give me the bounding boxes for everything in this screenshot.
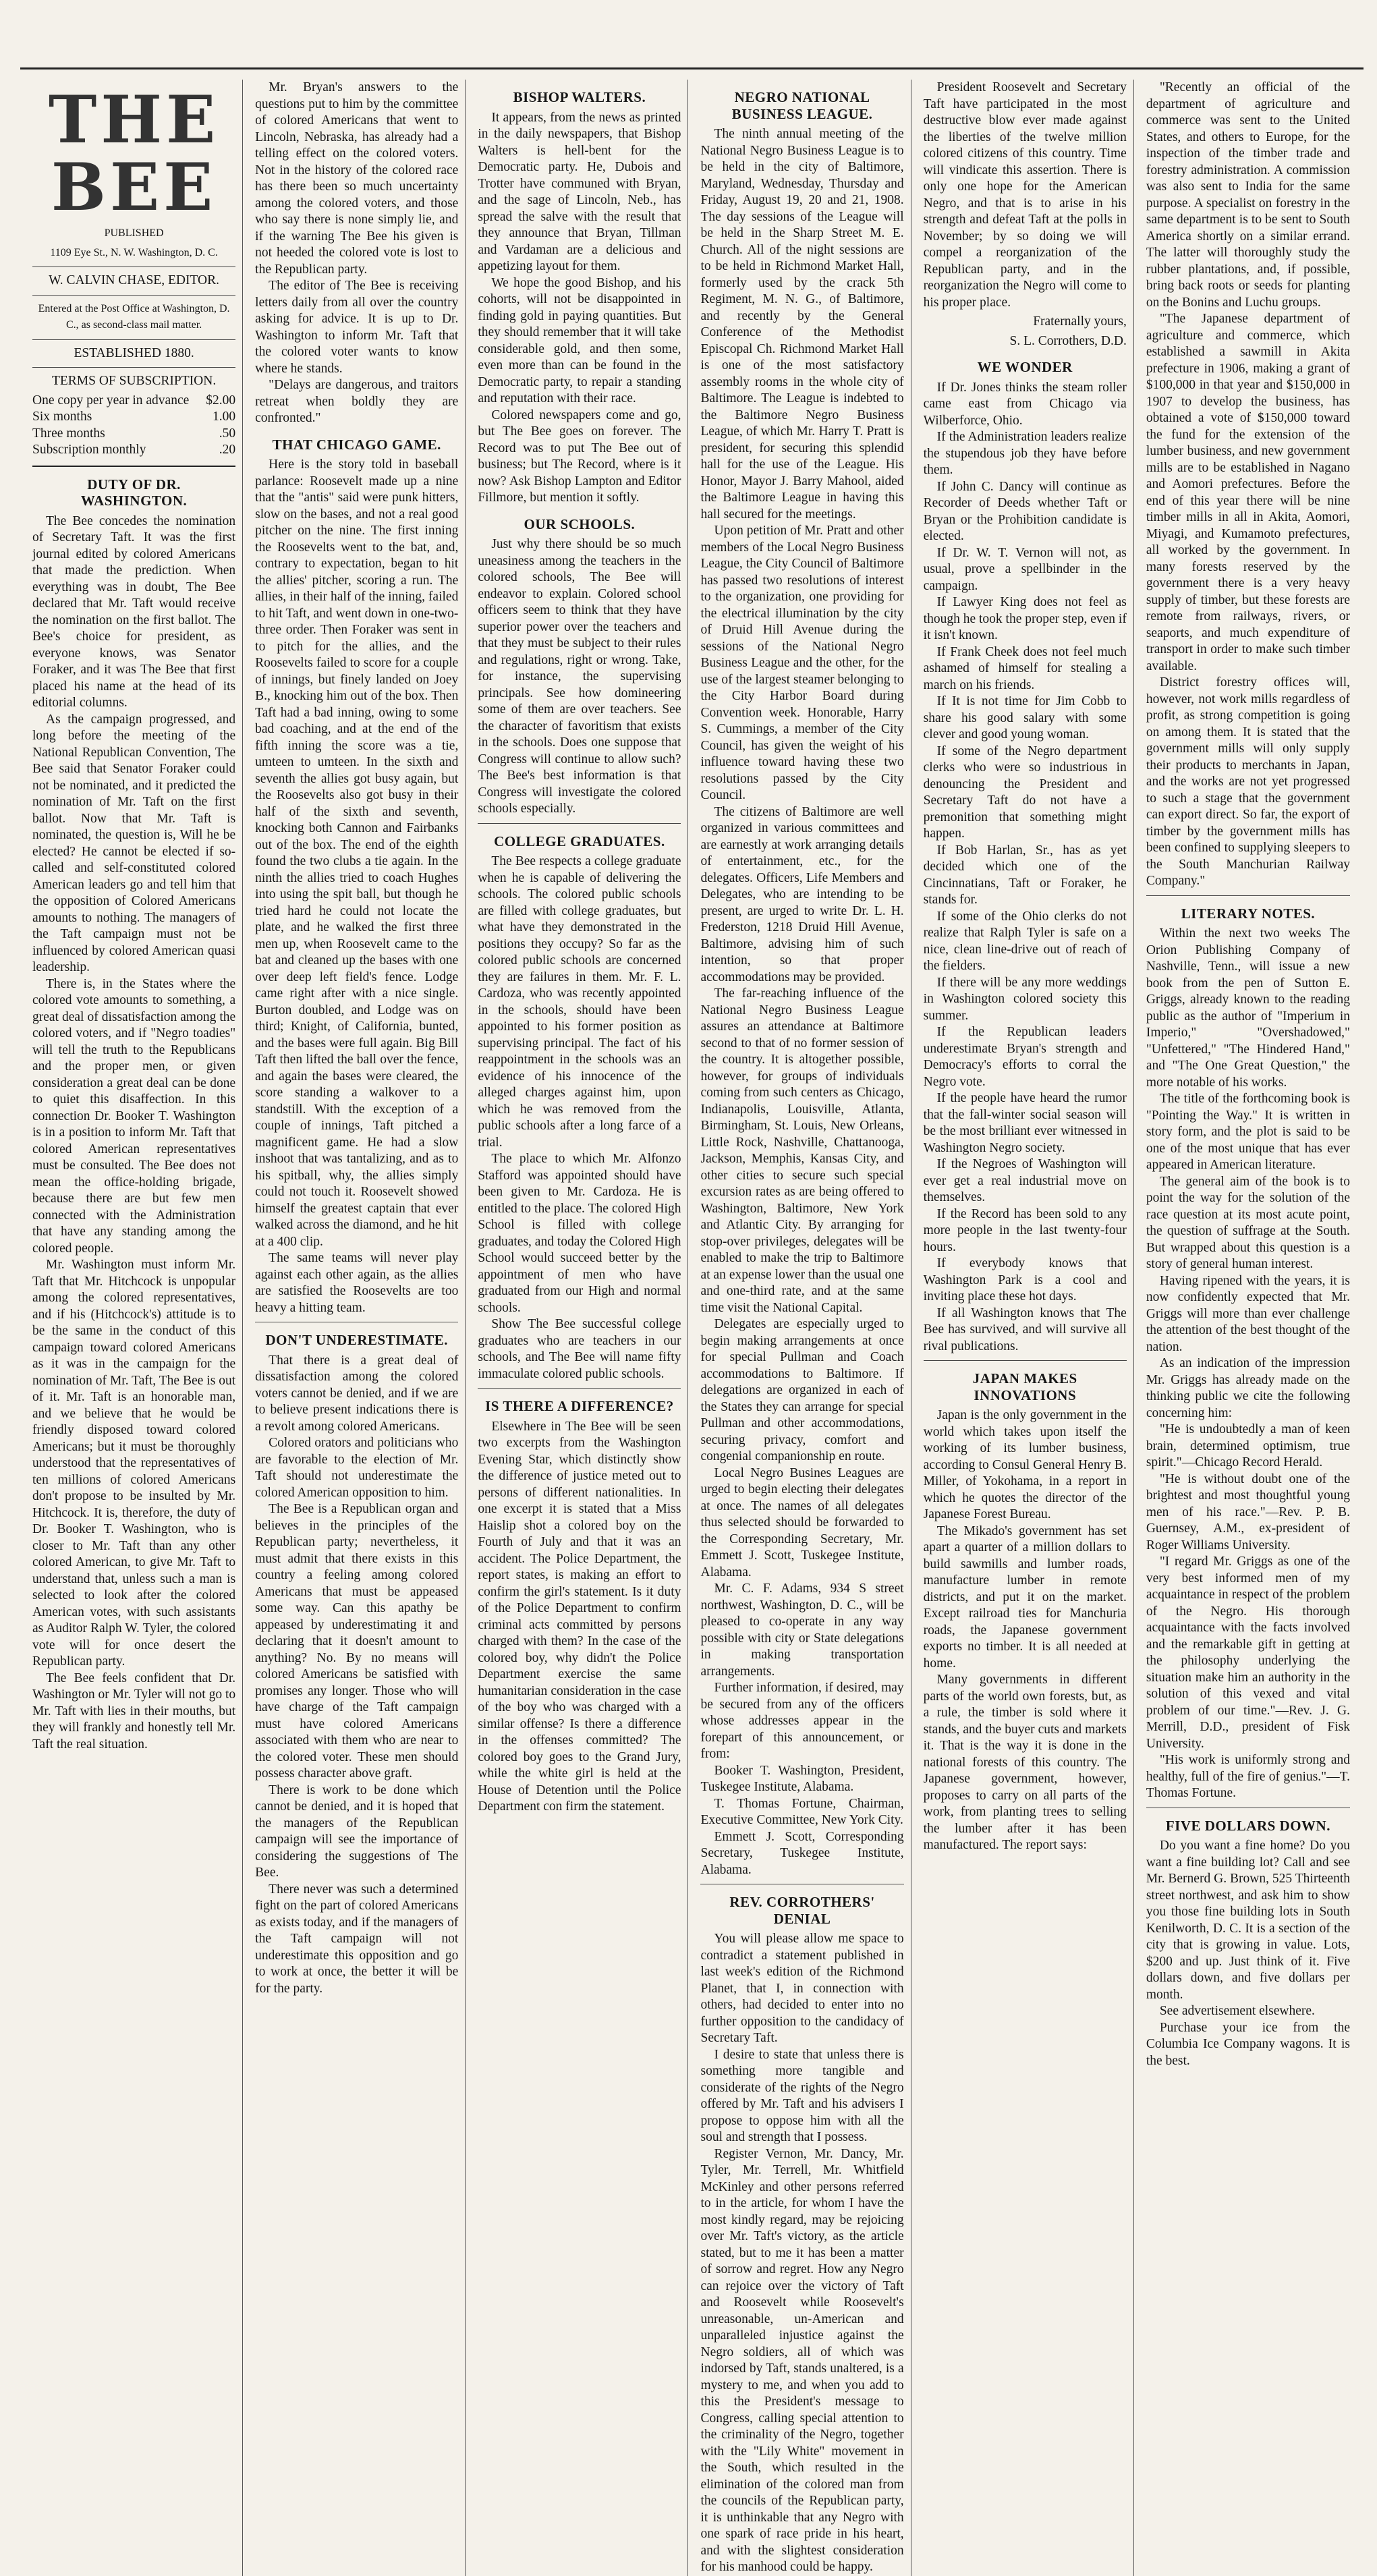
list-item: If Lawyer King does not feel as though he took the proper step, even if it isn't known. xyxy=(923,595,1127,642)
article-paragraph: The Bee concedes the nomination of Secretary Taft. It was the first journal edited by colored Americans that made the prediction. When everything was in doubt, The Bee declared that Mr. Taft would receive the nomination on the first ballot. The Bee's choice for president, as everyone knows, was Senator Foraker, and it was The Bee that first placed his name at the head of its editorial columns. xyxy=(32,513,236,710)
subscription-label: Three months xyxy=(32,426,105,441)
contact-entry: Emmett J. Scott, Corresponding Secretary, Tuskegee Institute, Alabama. xyxy=(700,1829,904,1877)
article-heading: FIVE DOLLARS DOWN. xyxy=(1165,1817,1330,1834)
article-paragraph: The far-reaching influence of the National Negro Business League assures an attendance at Baltimore second to that of no former session of the country. It is altogether possible, however, for groups of individuals coming from such centers as Chicago, Indianapolis, Louisville, Atlanta, Birmingham, St. Louis, New Orleans, Little Rock, Nashville, Chattanooga, Jackson, Memphis, Kansas City, and other cities to secure such special excursion rates as are being offered to Washington, Baltimore, New York and Atlantic City. By arranging for stop-over privileges, delegates will be enabled to make the trip to Baltimore at an expense lower than the usual one and one-third rate, and at the same time visit the National Capital. xyxy=(700,986,904,1315)
article-paragraph: President Roosevelt and Secretary Taft have participated in the most destructive blow ever made against the liberties of the twelve million colored citizens of this country. Time will vindicate this assertion. There is only one hope for the American Negro, and that is to arise in his strength and defeat Taft at the polls in November; by so doing we will compel a reorganization of the Republican party, and in the reorganization the Negro will come to his proper place. xyxy=(923,80,1127,310)
article-paragraph: Japan is the only government in the world which takes upon itself the working of its lumber business, according to Consul General Henry B. Miller, of Yokohama, in a report in which he quotes the director of the Japanese Forest Bureau. xyxy=(923,1408,1127,1521)
column-2 xyxy=(255,80,466,2576)
article-paragraph: Further information, if desired, may be secured from any of the officers whose addresses appear in the forepart of this announcement, or from: xyxy=(700,1681,904,1761)
article-paragraph: "He is without doubt one of the brightest and most thoughtful young men of his race."—Rev. P. B. Guernsey, A.M., ex-president of Roger Williams University. xyxy=(1146,1472,1350,1552)
article-paragraph: "He is undoubtedly a man of keen brain, determined optimism, true spirit."—Chicago Record Herald. xyxy=(1146,1422,1350,1469)
subscription-row xyxy=(32,393,235,410)
list-item: If the Republican leaders underestimate Bryan's strength and Democracy's efforts to corral the Negro vote. xyxy=(923,1025,1127,1089)
list-item: If the Negroes of Washington will ever get a real industrial move on themselves. xyxy=(923,1157,1127,1204)
article-paragraph: The Mikado's government has set apart a quarter of a million dollars to build sawmills and lumber roads, manufacture lumber in remote districts, and put it on the market. Except railroad ties for Manchuria roads, the Japanese government exports no timber. It is all needed at home. xyxy=(923,1523,1127,1671)
article-paragraph: Mr. C. F. Adams, 934 S street northwest, Washington, D. C., will be pleased to co-operate in any way possible with city or State delegations in making transportation arrangements. xyxy=(700,1581,904,1679)
article-paragraph: "His work is uniformly strong and healthy, full of the fire of genius."—T. Thomas Fortune. xyxy=(1146,1753,1350,1800)
article-paragraph: The Bee feels confident that Dr. Washington or Mr. Tyler will not go to Mr. Taft with lies in their mouths, but they will frankly and honestly tell Mr. Taft the real situation. xyxy=(32,1671,236,1752)
article-paragraph: There is work to be done which cannot be denied, and it is hoped that the managers of the Republican campaign will see the importance of considering the suggestions of The Bee. xyxy=(255,1783,459,1880)
article-paragraph: Local Negro Busines Leagues are urged to begin electing their delegates at once. The names of all delegates thus selected should be forwarded to the Corresponding Secretary, Mr. Emmett J. Scott, Tuskegee Institute, Alabama. xyxy=(700,1465,904,1579)
article-paragraph: Within the next two weeks The Orion Publishing Company of Nashville, Tenn., will issue a new book from the pen of Sutton E. Griggs, already known to the reading public as the author of "Imperium in Imperio," "Overshadowed," "Unfettered," "The Hindered Hand," and "The One Great Question," the more notable of his works. xyxy=(1146,926,1350,1090)
article-paragraph: The editor of The Bee is receiving letters daily from all over the country asking for advice. It is up to Dr. Washington to inform Mr. Taft that the colored voter wants to know where he stands. xyxy=(255,279,459,376)
column-4 xyxy=(700,80,911,2576)
subscription-row xyxy=(32,442,235,459)
subscription-heading: TERMS OF SUBSCRIPTION. xyxy=(51,374,217,388)
article-paragraph: The Bee respects a college graduate when he is capable of delivering the schools. The colored public schools are filled with college graduates, but what have they demonstrated in the positions they occupy? So far as the colored public schools are concerned they are failures in them. Mr. F. L. Cardoza, who was recently appointed in the schools, should have been appointed to his former position as supervising principal. The fact of his reappointment in the schools was an evidence of his innocence of the alleged charges against him, upon which he was removed from the public schools after a long farce of a trial. xyxy=(478,854,681,1150)
top-rule xyxy=(20,67,1364,69)
article-heading: COLLEGE GRADUATES. xyxy=(494,833,665,849)
list-item: If everybody knows that Washington Park is a cool and inviting place these hot days. xyxy=(923,1256,1127,1304)
article-paragraph: There is, in the States where the colored vote amounts to something, a great deal of dissatisfaction among the colored voters, and if "Negro toadies" will tell the truth to the Republicans and the proper men, or given consideration a great deal can be done to quiet this disaffection. In this connection Dr. Booker T. Washington is in a position to inform Mr. Taft that colored American representatives must be consulted. The Bee does not mean the office-holding brigade, because there are but few men connected with the Administration that have any standing among the colored people. xyxy=(32,976,236,1256)
article-paragraph: As an indication of the impression Mr. Griggs has already made on the thinking public we cite the following concerning him: xyxy=(1146,1356,1350,1420)
list-item: If all Washington knows that The Bee has survived, and will survive all rival publications. xyxy=(923,1306,1127,1353)
subscription-price: 1.00 xyxy=(213,410,236,424)
article-heading: LITERARY NOTES. xyxy=(1181,905,1316,922)
list-item: If Dr. Jones thinks the steam roller came east from Chicago via Wilberforce, Ohio. xyxy=(923,380,1127,428)
article-paragraph: "Delays are dangerous, and traitors retreat when boldly they are confronted." xyxy=(255,378,459,425)
editor-line: W. CALVIN CHASE, EDITOR. xyxy=(49,273,219,287)
list-item: If there will be any more weddings in Washington colored society this summer. xyxy=(923,975,1127,1023)
signature: S. L. Corrothers, D.D. xyxy=(1009,333,1127,348)
article-paragraph: Mr. Washington must inform Mr. Taft that Mr. Hitchcock is unpopular among the colored representatives, and if his (Hitchcock's) attitude is to be the same in the conduct of this campaign toward colored Americans as it was in the campaign for the nomination of Mr. Taft, The Bee is out of it. Mr. Taft is an honorable man, and we believe that he would be friendly disposed toward colored Americans; but it must be thoroughly understood that the representatives of ten millions of colored Americans don't propose to be insulted by Mr. Hitchcock. It is, therefore, the duty of Dr. Booker T. Washington, who is closer to Mr. Taft than any other colored American, to give Mr. Taft to understand that, unless such a man is selected to look after the colored American votes, with such assistants as Auditor Ralph W. Tyler, the colored vote will for once desert the Republican party. xyxy=(32,1258,236,1669)
article-heading: OUR SCHOOLS. xyxy=(524,515,636,532)
column-6 xyxy=(1146,80,1357,2576)
column-3 xyxy=(478,80,688,2576)
article-heading: DON'T UNDERESTIMATE. xyxy=(265,1332,449,1348)
article-paragraph: That there is a great deal of dissatisfaction among the colored voters cannot be denied, and if we are to believe present indications there is a revolt among colored Americans. xyxy=(255,1353,459,1434)
article-paragraph: There never was such a determined fight on the part of colored Americans as exists today, and if the managers of the Taft campaign will not underestimate this opposition and go to work at once, the better it will be for the party. xyxy=(255,1882,459,1996)
article-paragraph: The ninth annual meeting of the National Negro Business League is to be held in the city of Baltimore, Maryland, Wednesday, Thursday and Friday, August 19, 20 and 21, 1908. The day sessions of the League will be held in the Sharp Street M. E. Church. All of the night sessions are to be held in Richmond Market Hall, formerly used by the crack 5th Regiment, M. N. G., of Baltimore, and recently by the General Conference of the Methodist Episcopal Ch. Richmond Market Hall is one of the most satisfactory assembly rooms in the whole city of Baltimore. The League is indebted to the Baltimore Negro Business League, of which Mr. Harry T. Pratt is president, for securing this splendid hall for the use of the League. His Honor, Mayor J. Barry Mahool, aided the Baltimore League in having this hall secured for the meetings. xyxy=(700,127,904,522)
divider xyxy=(924,1360,1127,1361)
article-paragraph: It appears, from the news as printed in the daily newspapers, that Bishop Walters is hell-bent for the Democratic party. He, Dubois and Trotter have communed with Bryan, and the sage of Lincoln, Neb., has spread the salve with the result that they announce that Bryan, Tillman and Vardaman are a delicious and appetizing layout for them. xyxy=(478,110,681,273)
subscription-label: One copy per year in advance xyxy=(32,393,190,408)
article-heading: REV. CORROTHERS' DENIAL xyxy=(729,1894,875,1927)
divider xyxy=(1146,895,1350,896)
list-item: If John C. Dancy will continue as Recorder of Deeds whether Taft or Bryan or the Prohibition candidate is elected. xyxy=(923,479,1127,543)
article-paragraph: Upon petition of Mr. Pratt and other members of the Local Negro Business League, the City Council of Baltimore has passed two resolutions of interest to the organization, one providing for the electrical illumination by the city of Druid Hill Avenue during the sessions of the National Negro Business League and the other, for the use of the largest steamer belonging to the City Harbor Board during Convention week. Honorable, Harry S. Cummings, a member of the City Council, has given the weight of his influence toward having these two resolutions passed by the City Council. xyxy=(700,524,904,802)
published-line: PUBLISHED xyxy=(104,227,164,239)
article-paragraph: Here is the story told in baseball parlance: Roosevelt made up a nine that the "antis" said were punk hitters, slow on the bases, and not a real good pitcher on the nine. The first inning the Roosevelts went to the bat, and, contrary to expectation, began to hit the allies' pitcher, scoring a run. The allies, in their half of the inning, failed to hit Taft, and went down in one-two-three order. Then Foraker was sent in to pitch for the allies, and the Roosevelts failed to score for a couple of innings, but finely landed on Joey B., knocking him out of the box. Then Taft had a bad inning, owing to some bad coaching, and at the end of the fifth inning the score was a tie, umteen to umteen. In the sixth and seventh the allies got busy again, but the Roosevelts also got busy in their half of the sixth and seventh, knocking both Cannon and Fairbanks out of the box. The end of the eighth found the two clubs a tie again. In the ninth the allies tried to coach Hughes into using the spit ball, but though he tried hard he could not locate the plate, and he walked the first three men up, when Roosevelt came to the bat and cleaned up the bases with one over deep left field's fence. Lodge came right after with a nice single. Burton doubled, and Lodge was on third; Knight, of California, bunted, and the bases were full again. Big Bill Taft then lifted the ball over the fence, and again the bases were cleared, the score standing a walkover to a standstill. With the exception of a couple of innings, Taft pitched a magnificent game. He had a slow inshoot that was tantalizing, and as to his spitball, why, the allies simply could not touch it. Roosevelt showed himself the greatest captain that ever walked across the diamond, and he hit at a 400 clip. xyxy=(255,457,459,1249)
subscription-price: .50 xyxy=(219,426,236,441)
article-paragraph: "I regard Mr. Griggs as one of the very best informed men of my acquaintance in respect of the problem of the Negro. His thorough acquaintance with the facts involved and the remarkable gift in getting at the philosophy underlying the situation make him an authority in the solution of this vexed and vital problem of our time."—Rev. J. G. Merrill, D.D., president of Fisk University. xyxy=(1146,1555,1350,1751)
divider xyxy=(32,367,235,368)
article-paragraph: We hope the good Bishop, and his cohorts, will not be disappointed in finding gold in paying quantities. But they should remember that it will take considerable gold, and then some, even more than can be found in the Democratic party, to repair a standing and reputation with their race. xyxy=(478,275,681,405)
column-1 xyxy=(32,80,243,2576)
article-heading: IS THERE A DIFFERENCE? xyxy=(485,1398,674,1414)
divider xyxy=(32,466,235,467)
masthead-title: THE BEE xyxy=(48,82,220,225)
article-paragraph: I desire to state that unless there is something more tangible and considerate of the rights of the Negro offered by Mr. Taft and his advisers I propose to oppose him with all the soul and strength that I possess. xyxy=(700,2047,904,2144)
article-paragraph: Having ripened with the years, it is now confidently expected that Mr. Griggs will more than ever challenge the attention of the best thought of the nation. xyxy=(1146,1273,1350,1354)
article-paragraph: Just why there should be so much uneasiness among the teachers in the colored schools, The Bee will endeavor to explain. Colored school officers seem to think that they have superior power over the teachers and that they must be subject to their rules and regulations, right or wrong. Take, for instance, the supervising principals. See how domineering some of them are over teachers. See the character of favoritism that exists in the schools. Does one suppose that Congress will continue to allow such? The Bee's best information is that Congress will investigate the colored schools especially. xyxy=(478,537,681,816)
article-paragraph: Register Vernon, Mr. Dancy, Mr. Tyler, Mr. Terrell, Mr. Whitfield McKinley and other persons referred to in the article, for whom I have the most kindly regard, may be rejoicing over Mr. Taft's victory, as the article stated, but to me it has been a matter of sorrow and regret. How any Negro can rejoice over the victory of Taft and Roosevelt while Roosevelt's unreasonable, un-American and unparalleled injustice against the Negro soldiers, all of which was indorsed by Taft, stands unaltered, is a mystery to me, and when you add to this the President's message to Congress, calling special attention to the criminality of the Negro, together with the "Lily White" movement in the South, which resulted in the elimination of the colored man from the councils of the Republican party, it is unthinkable that any Negro with one spark of race pride in his heart, and with the slightest consideration for his manhood could be happy. xyxy=(700,2146,904,2574)
list-item: If Bob Harlan, Sr., has as yet decided which one of the Cincinnatians, Taft or Foraker, he stands for. xyxy=(923,843,1127,907)
subscription-label: Subscription monthly xyxy=(32,443,146,457)
article-paragraph: Mr. Bryan's answers to the questions put to him by the committee of colored Americans that went to Lincoln, Nebraska, has already had a telling effect on the colored voters. Not in the history of the colored race has there been so much uncertainty among the colored voters, and those who say there is none simply lie, and if the warning The Bee his given is not heeded the colored vote is lost to the Republican party. xyxy=(255,80,459,277)
article-paragraph: The general aim of the book is to point the way for the solution of the race question at its most acute point, the question of suffrage at the South. But wrapped about this question is a story of general human interest. xyxy=(1146,1174,1350,1271)
article-paragraph: The citizens of Baltimore are well organized in various committees and are earnestly at work arranging details of entertainment, etc., for the delegates. Officers, Life Members and Delegates, who are intending to be present, are urged to write Dr. L. H. Frederston, 1218 Druid Hill Avenue, Baltimore, advising him of such intention, so that proper accommodations may be provided. xyxy=(700,804,904,984)
article-paragraph: Show The Bee successful college graduates who are teachers in our schools, and The Bee will name fifty immaculate colored public schools. xyxy=(478,1317,681,1381)
article-paragraph: The title of the forthcoming book is "Pointing the Way." It is written in story form, and the plot is said to be one of the most unique that has ever appeared in American literature. xyxy=(1146,1092,1350,1172)
article-paragraph: "The Japanese department of agriculture and commerce, which established a sawmill in Akita prefecture in 1906, making a grant of $100,000 in that year and $150,000 in 1907 to develop the business, has obtained a vote of $150,000 toward the fund for the extension of the lumber business, and new government mills are to be established in Nagano and Aomori prefectures. Before the end of this year there will be nine timber mills in all in Akita, Aomori, Miyagi, and Kumamoto prefectures, all worked by the government. In many forests reserved by the government there is a very heavy supply of timber, but these forests are remote from railways, rivers, or seaports, and much expenditure of transport in order to make such timber available. xyxy=(1146,312,1350,673)
article-paragraph: Elsewhere in The Bee will be seen two excerpts from the Washington Evening Star, which distinctly show the difference of justice meted out to persons of different nationalities. In one excerpt it is stated that a Miss Haislip shot a colored boy on the Fourth of July and that it was an accident. The Police Department, the report states, is making an effort to confirm the girl's statement. Is it duty of the Police Department to confirm criminal acts committed by persons charged with them? In the case of the colored boy, why didn't the Police Department exercise the same humanitarian consideration in the case of the boy who was charged with a similar offense? Is there a difference in the offenses committed? The colored boy goes to the Grand Jury, while the white girl is held at the House of Detention until the Police Department con firm the statement. xyxy=(478,1419,681,1814)
article-paragraph: "Recently an official of the department of agriculture and commerce was sent to the United States, and others to Europe, for the inspection of the timber trade and forestry administration. A commission was also sent to India for the same purpose. A specialist on forestry in the same department is to be sent to South America shortly on a similar errand. The latter will thoroughly study the rubber plantations, and, if possible, bring back roots or seeds for planting on the Bonins and Luchu groups. xyxy=(1146,80,1350,310)
subscription-price: $2.00 xyxy=(206,393,236,408)
article-paragraph: Do you want a fine home? Do you want a fine building lot? Call and see Mr. Bernerd G. Brown, 525 Thirteenth street northwest, and ask him to show you those fine building lots in South Kenilworth, D. C. It is a section of the city that is growing in value. Lots, $200 and up. Just think of it. Five dollars down, and five dollars per month. xyxy=(1146,1839,1350,2002)
article-heading: BISHOP WALTERS. xyxy=(513,89,646,105)
divider xyxy=(32,339,235,340)
article-paragraph: Colored orators and politicians who are favorable to the election of Mr. Taft should not underestimate the colored American opposition to him. xyxy=(255,1436,459,1500)
list-item: If the people have heard the rumor that the fall-winter social season will be the most brilliant ever witnessed in Washington Negro society. xyxy=(923,1091,1127,1155)
subscription-row xyxy=(32,426,235,443)
subscription-label: Six months xyxy=(32,410,92,424)
closing-line: Fraternally yours, xyxy=(1033,314,1127,329)
article-paragraph: District forestry offices will, however, not work mills regardless of profit, as strong competition is going on among them. It is stated that the government mills will only supply their products to merchants in Japan, and the works are not yet progressed to such a stage that the government can export direct. So far, the export of timber by the government mills has been confined to supplying sleepers to the South Manchurian Railway Company." xyxy=(1146,675,1350,888)
list-item: If the Record has been sold to any more people in the last twenty-four hours. xyxy=(923,1206,1127,1254)
columns xyxy=(32,80,1357,2574)
article-paragraph: As the campaign progressed, and long before the meeting of the National Republican Convention, The Bee said that Senator Foraker could not be nominated, and it predicted the nomination of Mr. Taft on the first ballot. Now that Mr. Taft is nominated, the question is, Will he be elected? He cannot be elected if so-called and self-constituted colored American leaders go and tell him that the opposition of Colored Americans amounts to nothing. The managers of the Taft campaign must not be influenced by colored American quasi leadership. xyxy=(32,712,236,974)
article-paragraph: The same teams will never play against each other again, as the allies are satisfied the Roosevelts are too heavy a hitting team. xyxy=(255,1251,459,1315)
article-paragraph: Colored newspapers come and go, but The Bee goes on forever. The Record was to put The Bee out of business; but The Record, where is it now? Ask Bishop Lampton and Editor Fillmore, but mention it softly. xyxy=(478,408,681,505)
article-heading: WE WONDER xyxy=(977,359,1073,375)
divider xyxy=(32,295,235,296)
article-heading: JAPAN MAKES INNOVATIONS xyxy=(972,1370,1077,1403)
list-item: If It is not time for Jim Cobb to share his good salary with some clever and good young woman. xyxy=(923,694,1127,741)
established-line: ESTABLISHED 1880. xyxy=(74,345,194,360)
article-paragraph: Delegates are especially urged to begin making arrangements at once for special Pullman and Coach accommodations to Baltimore. If delegations are organized in each of the States they can arrange for special Pullman and other accommodations, securing privacy, comfort and congenial companionship en route. xyxy=(700,1317,904,1463)
divider xyxy=(478,1388,681,1389)
article-paragraph: The place to which Mr. Alfonzo Stafford was appointed should have been given to Mr. Cardoza. He is entitled to the place. The colored High School is filled with college graduates, and today the Colored High School would succeed better by the appointment of men who have graduated from our High and normal schools. xyxy=(478,1152,681,1315)
subscription-row xyxy=(32,409,235,426)
column-5 xyxy=(924,80,1134,2576)
entry-note: Entered at the Post Office at Washington, D. C., as second-class mail matter. xyxy=(38,302,230,331)
list-item: If some of the Ohio clerks do not realize that Ralph Tyler is safe on a nice, clean line-drive out of reach of the fielders. xyxy=(923,909,1127,973)
divider xyxy=(478,823,681,824)
list-item: If Dr. W. T. Vernon will not, as usual, prove a spellbinder in the campaign. xyxy=(923,545,1127,593)
list-item: If some of the Negro department clerks who were so industrious in denouncing the President and Secretary Taft do not have a premonition that something might happen. xyxy=(923,744,1127,841)
article-heading: DUTY OF DR. WASHINGTON. xyxy=(80,476,188,509)
article-heading: THAT CHICAGO GAME. xyxy=(272,436,441,453)
address-line: 1109 Eye St., N. W. Washington, D. C. xyxy=(50,246,218,258)
article-paragraph: The Bee is a Republican organ and believes in the principles of the Republican party; nevertheless, it must admit that there exists in this country a feeling among colored Americans that must be appeased some way. Can this apathy be appeased by underestimating it and declaring that it doesn't amount to anything? No. By no means will colored Americans be satisfied with promises any longer. Those who will have charge of the Taft campaign must have colored Americans associated with them who are near to the colored voter. These men should possess character above graft. xyxy=(255,1502,459,1781)
article-paragraph: You will please allow me space to contradict a statement published in last week's edition of the Richmond Planet, that I, in connection with others, had decided to enter into no further opposition to the candidacy of Secretary Taft. xyxy=(700,1932,904,2045)
list-item: If the Administration leaders realize the stupendous job they have before them. xyxy=(923,430,1127,477)
article-paragraph: Many governments in different parts of the world own forests, but, as a rule, the timber is sold where it stands, and the buyer cuts and markets it. That is the way it is done in the national forests of this country. The Japanese government, however, proposes to carry on all parts of the work, from planting trees to selling the lumber after it has been manufactured. The report says: xyxy=(923,1673,1127,1852)
article-paragraph: Purchase your ice from the Columbia Ice Company wagons. It is the best. xyxy=(1146,2020,1350,2068)
contact-entry: T. Thomas Fortune, Chairman, Executive Committee, New York City. xyxy=(700,1796,904,1827)
article-paragraph: See advertisement elsewhere. xyxy=(1159,2004,1315,2018)
article-heading: NEGRO NATIONAL BUSINESS LEAGUE. xyxy=(731,89,873,122)
list-item: If Frank Cheek does not feel much ashamed of himself for stealing a march on his friends. xyxy=(923,644,1127,692)
subscription-price: .20 xyxy=(219,443,236,457)
contact-entry: Booker T. Washington, President, Tuskegee Institute, Alabama. xyxy=(700,1763,904,1794)
